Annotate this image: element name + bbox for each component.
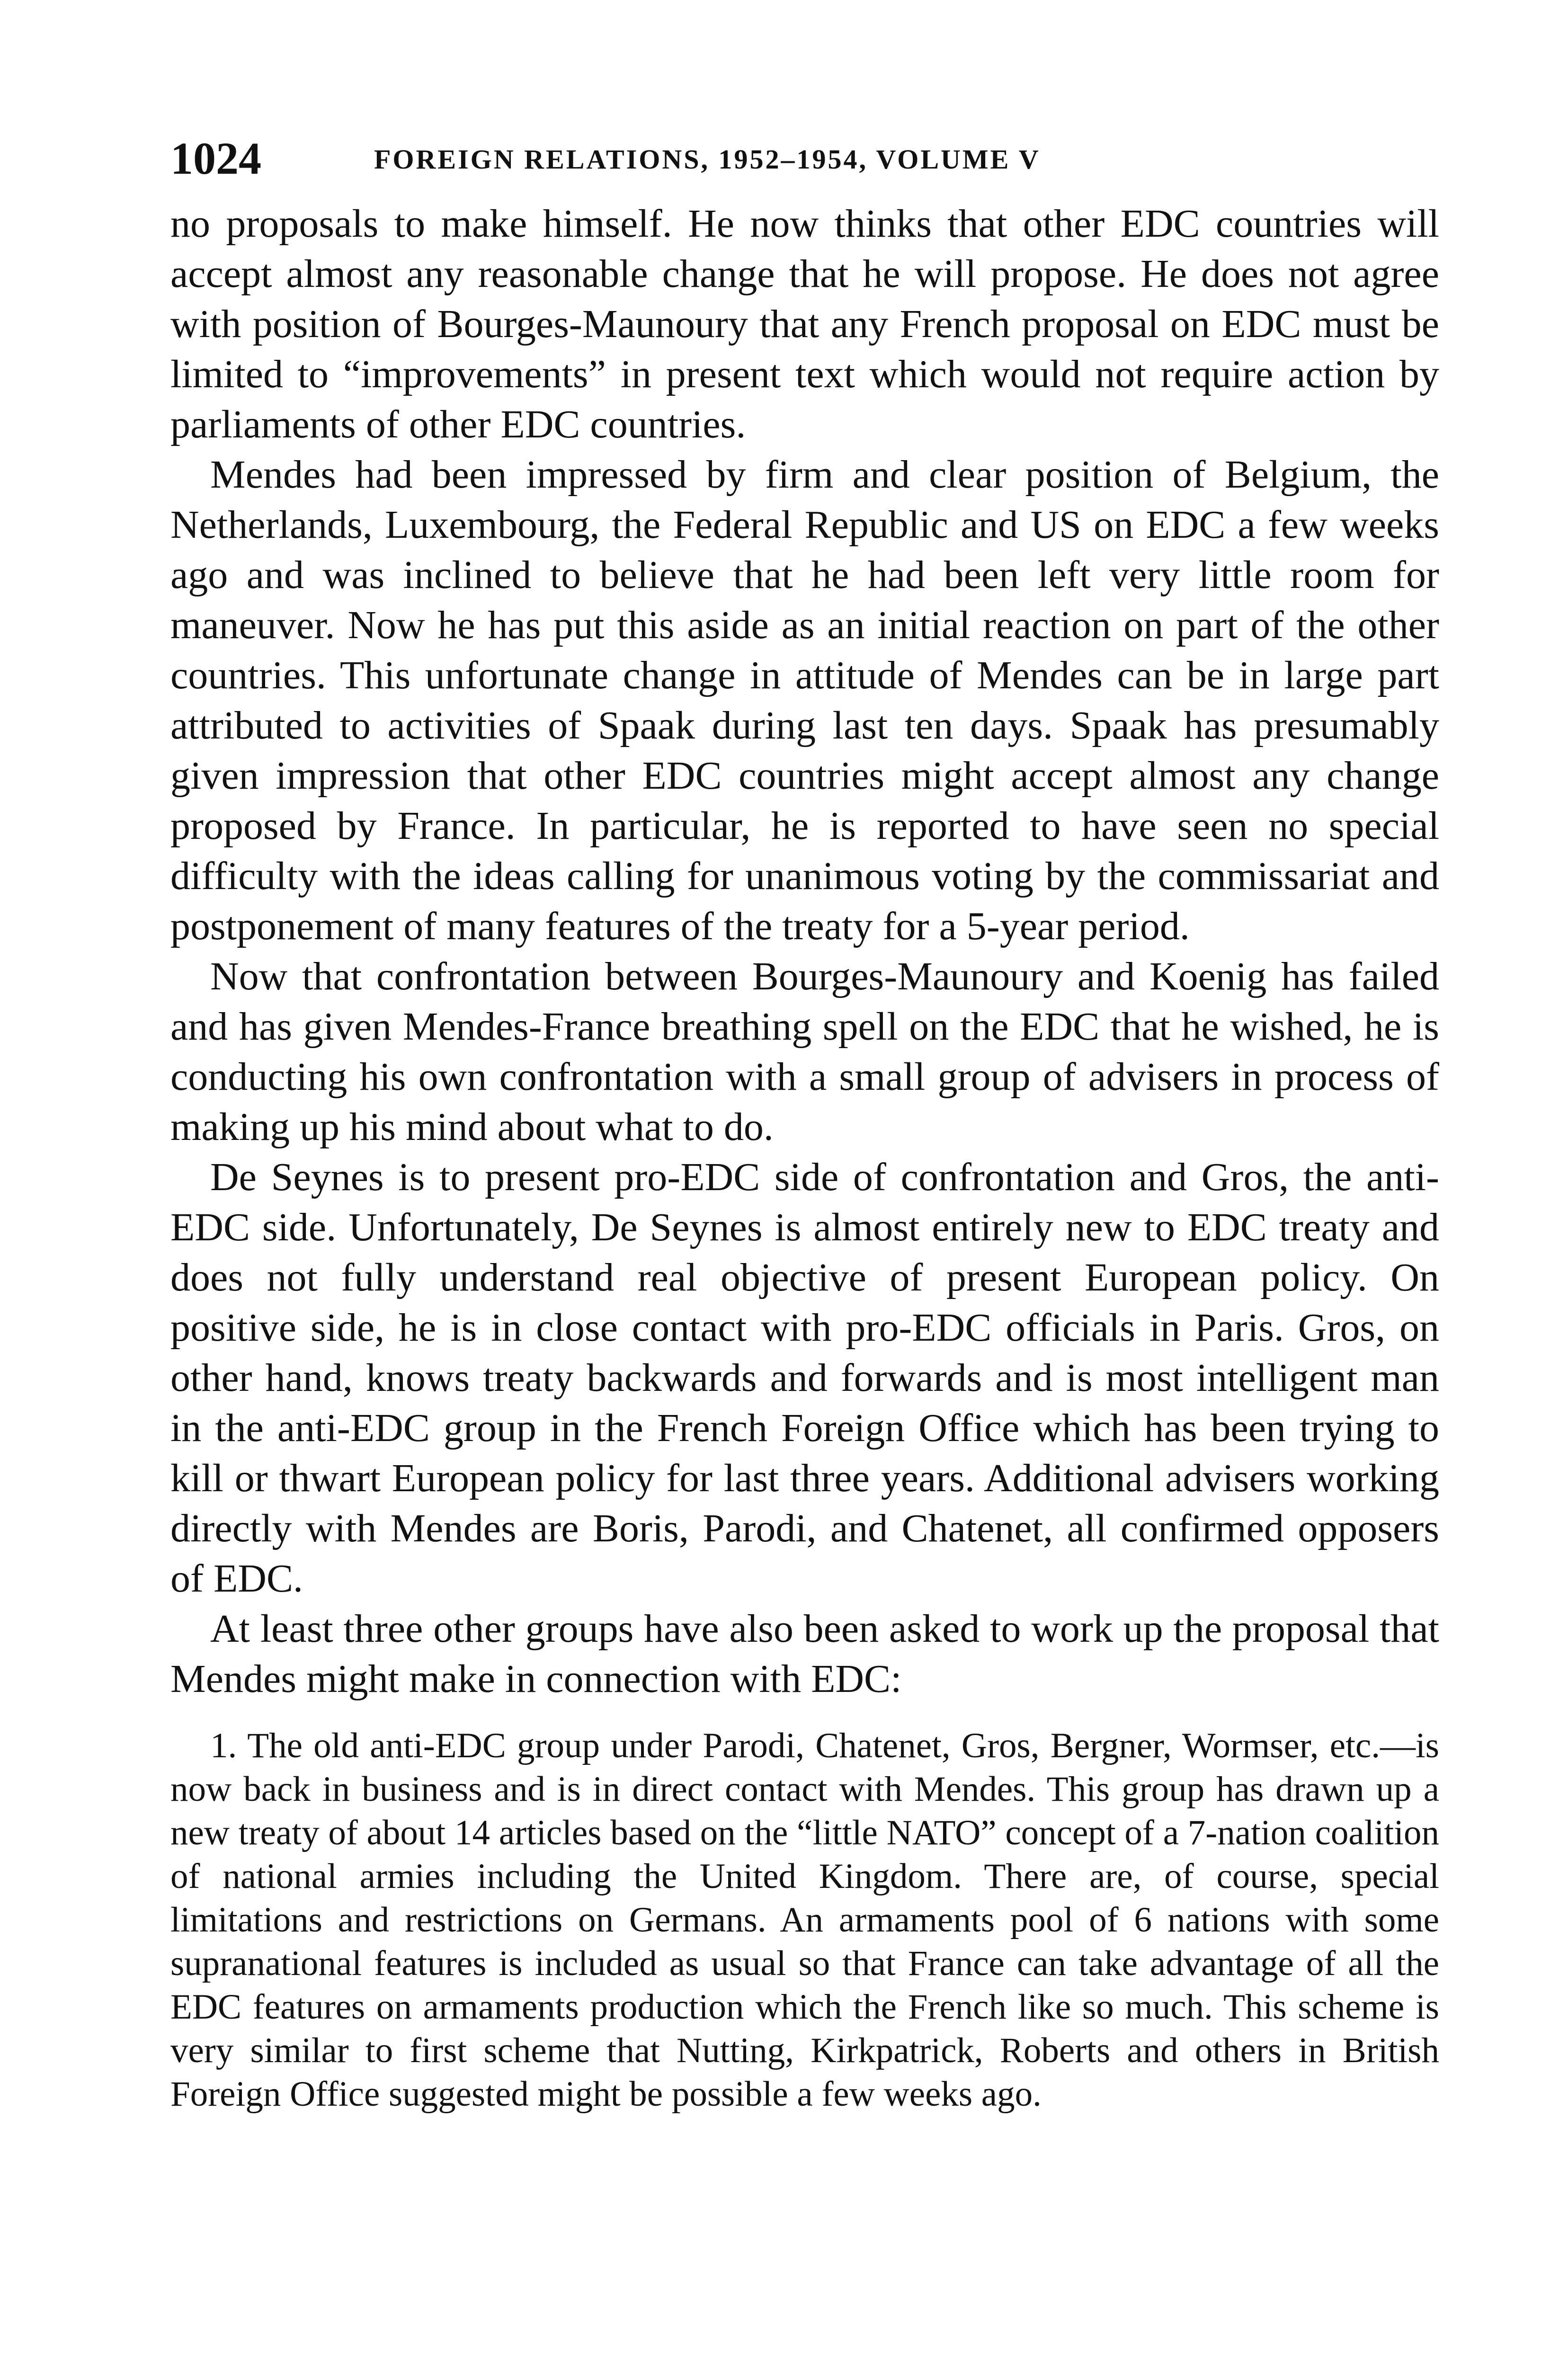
list-item-text: The old anti-EDC group under Parodi, Chatenet, Gros, Bergner, Wormser, etc.—is now back in business and is in direct contact with Mendes. This group has drawn up a new treaty of about 14 articles based on the “little NATO” concept of a 7-nation coalition of national armies including the United Kingdom. There are, of course, special limitations and restrictions on Germans. An armaments pool of 6 nations with some supranational features is included as usual so that France can take advantage of all the EDC features on armaments production which the French like so much. This scheme is very similar to first scheme that Nutting, Kirkpatrick, Roberts and others in British Foreign Office suggested might be possible a few weeks ago.	[170, 1726, 1439, 2114]
page-number: 1024	[170, 133, 261, 184]
paragraph-mendes-impressed: Mendes had been impressed by firm and clear position of Belgium, the Netherlands, Luxembourg, the Federal Republic and US on EDC a few weeks ago and was inclined to believe that he had been left very little room for maneuver. Now he has put this aside as an initial reaction on part of the other countries. This unfortunate change in attitude of Mendes can be in large part attributed to activities of Spaak during last ten days. Spaak has presumably given impression that other EDC countries might accept almost any change proposed by France. In particular, he is reported to have seen no special difficulty with the ideas calling for unanimous voting by the commissariat and postponement of many features of the treaty for a 5-year period.	[170, 453, 1439, 948]
running-head-title: FOREIGN RELATIONS, 1952–1954, VOLUME V	[374, 144, 1041, 175]
list-item-number: 1.	[210, 1726, 237, 1765]
list-item	[170, 1724, 1439, 2116]
running-head	[170, 128, 1439, 199]
paragraph-continued: no proposals to make himself. He now thinks that other EDC countries will accept almost any reasonable change that he will propose. He does not agree with position of Bourges-Maunoury that any French proposal on EDC must be limited to “improvements” in present text which would not require action by parliaments of other EDC countries.	[170, 202, 1439, 446]
paragraph-other-groups: At least three other groups have also been asked to work up the proposal that Mendes might make in connection with EDC:	[170, 1607, 1439, 1701]
document-page	[170, 128, 1439, 2116]
paragraph-confrontation: Now that confrontation between Bourges-Maunoury and Koenig has failed and has given Mendes-France breathing spell on the EDC that he wished, he is conducting his own confrontation with a small group of advisers in process of making up his mind about what to do.	[170, 954, 1439, 1149]
paragraph-de-seynes: De Seynes is to present pro-EDC side of confrontation and Gros, the anti-EDC side. Unfortunately, De Seynes is almost entirely new to EDC treaty and does not fully understand real objective of present European policy. On positive side, he is in close contact with pro-EDC officials in Paris. Gros, on other hand, knows treaty backwards and forwards and is most intelligent man in the anti-EDC group in the French Foreign Office which has been trying to kill or thwart European policy for last three years. Additional advisers working directly with Mendes are Boris, Parodi, and Chatenet, all confirmed opposers of EDC.	[170, 1155, 1439, 1601]
numbered-list	[170, 1724, 1439, 2116]
